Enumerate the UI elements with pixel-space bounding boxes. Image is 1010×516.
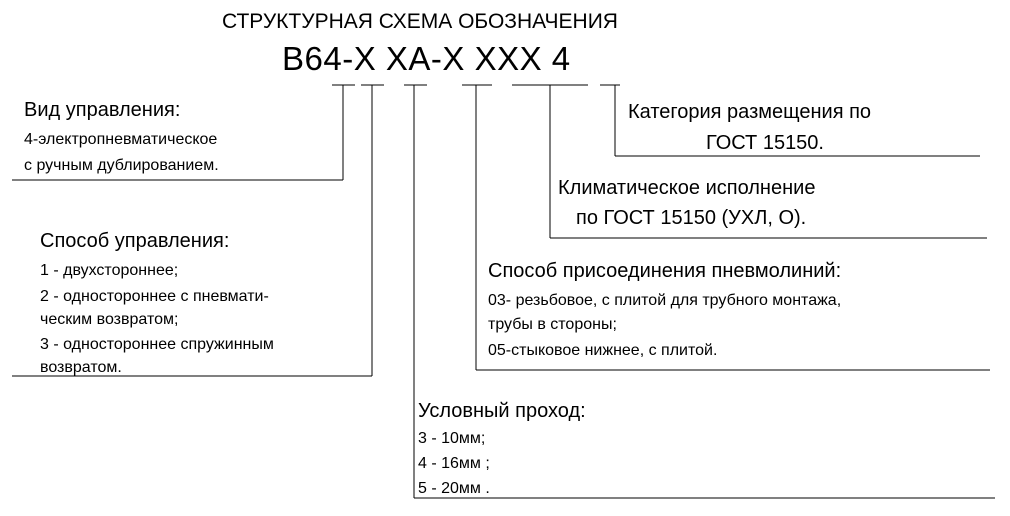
climatic-line: по ГОСТ 15150 (УХЛ, О).: [576, 207, 807, 229]
control-method-line: 1 - двухстороннее;: [40, 262, 179, 279]
connection-heading: Способ присоединения пневмолиний:: [488, 260, 842, 282]
nominal-bore-line: 3 - 10мм;: [418, 430, 486, 447]
control-method-line: 2 - одностороннее с пневмати-: [40, 288, 269, 305]
nominal-bore-line: 4 - 16мм ;: [418, 455, 490, 472]
control-method-line: возвратом.: [40, 359, 122, 376]
control-type-heading: Вид управления:: [24, 99, 181, 121]
connection-line: трубы в стороны;: [488, 316, 617, 333]
placement-line: ГОСТ 15150.: [706, 132, 824, 154]
designation-code: В64-Х ХА-Х ХХХ 4: [282, 40, 571, 77]
nominal-bore-line: 5 - 20мм .: [418, 480, 490, 497]
climatic-line: Климатическое исполнение: [558, 177, 816, 199]
placement-line: Категория размещения по: [628, 101, 872, 123]
connection-line: 05-стыковое нижнее, с плитой.: [488, 342, 718, 359]
connection-line: 03- резьбовое, с плитой для трубного монтажа,: [488, 292, 842, 309]
diagram-title: СТРУКТУРНАЯ СХЕМА ОБОЗНАЧЕНИЯ: [222, 10, 618, 33]
control-method-heading: Способ управления:: [40, 230, 230, 252]
control-method-line: ческим возвратом;: [40, 311, 179, 328]
control-type-line: с ручным дублированием.: [24, 157, 219, 174]
control-method-line: 3 - одностороннее спружинным: [40, 336, 274, 353]
nominal-bore-heading: Условный проход:: [418, 400, 586, 422]
control-type-line: 4-электропневматическое: [24, 131, 218, 148]
